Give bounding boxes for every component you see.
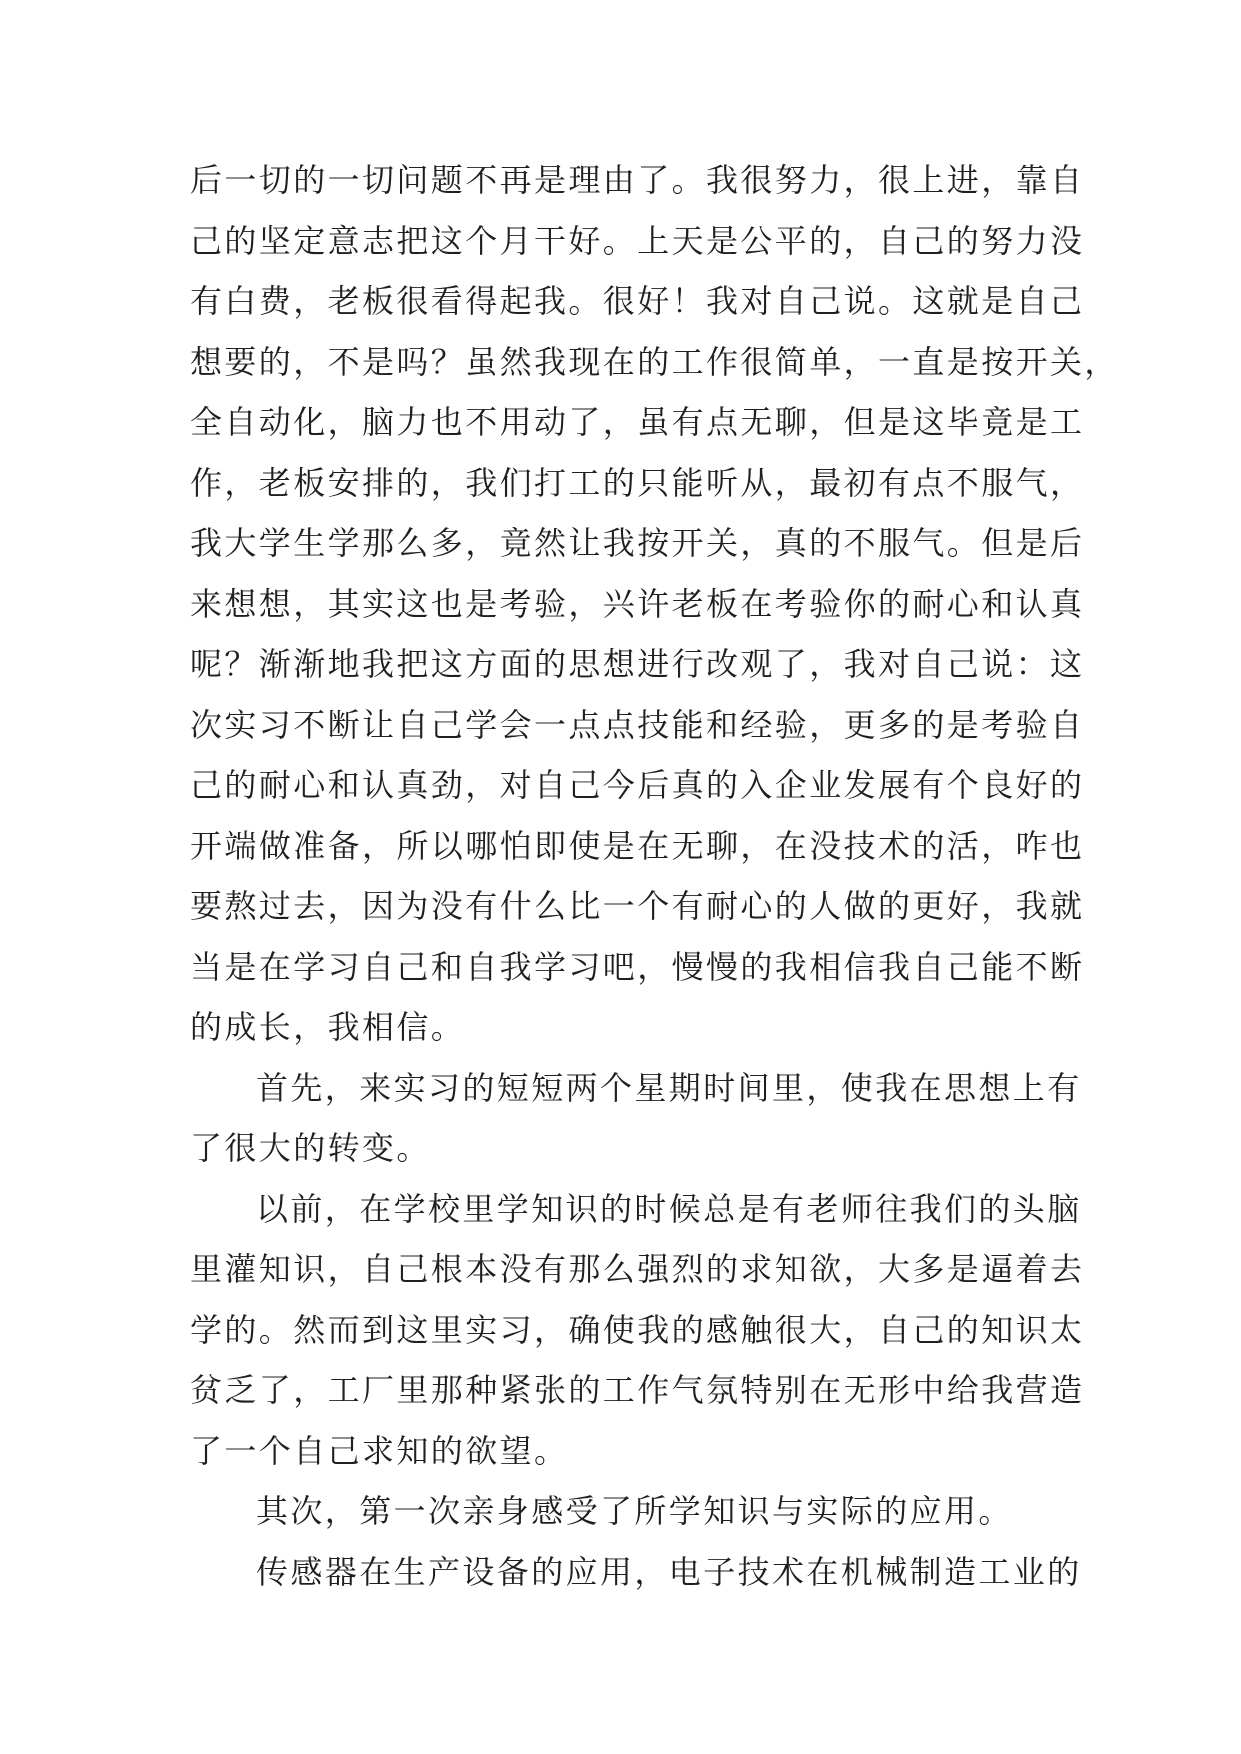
text-line: 己的耐心和认真劲，对自己今后真的入企业发展有个良好的 (190, 766, 1085, 804)
text-line: 要熬过去，因为没有什么比一个有耐心的人做的更好，我就 (190, 887, 1085, 925)
text-line: 己的坚定意志把这个月干好。上天是公平的，自己的努力没 (190, 221, 1085, 260)
text-line: 全自动化，脑力也不用动了，虽有点无聊，但是这毕竟是工 (190, 403, 1085, 441)
paragraph-start-line: 传感器在生产设备的应用，电子技术在机械制造工业的 (256, 1552, 1082, 1591)
text-line: 开端做准备，所以哪怕即使是在无聊，在没技术的活，咋也 (190, 826, 1085, 865)
paragraph-start-line: 首先，来实习的短短两个星期时间里，使我在思想上有 (256, 1068, 1082, 1107)
text-line: 当是在学习自己和自我学习吧，慢慢的我相信我自己能不断 (190, 947, 1085, 986)
text-line: 作，老板安排的，我们打工的只能听从，最初有点不服气， (190, 463, 1085, 502)
text-line: 我大学生学那么多，竟然让我按开关，真的不服气。但是后 (190, 524, 1085, 562)
text-line: 贫乏了，工厂里那种紧张的工作气氛特别在无形中给我营造 (190, 1371, 1085, 1409)
text-line: 了很大的转变。 (190, 1129, 431, 1167)
document-page (190, 150, 1119, 1602)
text-line: 了一个自己求知的欲望。 (190, 1431, 569, 1470)
paragraph-start-line: 其次，第一次亲身感受了所学知识与实际的应用。 (256, 1492, 1013, 1530)
text-line: 学的。然而到这里实习，确使我的感触很大，自己的知识太 (190, 1310, 1085, 1349)
text-line: 呢？渐渐地我把这方面的思想进行改观了，我对自己说：这 (190, 645, 1085, 683)
text-line: 想要的，不是吗？虽然我现在的工作很简单，一直是按开关， (190, 342, 1119, 381)
text-line: 的成长，我相信。 (190, 1008, 466, 1046)
text-line: 里灌知识，自己根本没有那么强烈的求知欲，大多是逼着去 (190, 1250, 1085, 1288)
paragraph-start-line: 以前，在学校里学知识的时候总是有老师往我们的头脑 (256, 1189, 1082, 1228)
text-line: 后一切的一切问题不再是理由了。我很努力，很上进，靠自 (190, 161, 1085, 199)
text-line: 次实习不断让自己学会一点点技能和经验，更多的是考验自 (190, 705, 1085, 744)
text-line: 有白费，老板很看得起我。很好！我对自己说。这就是自己 (190, 282, 1085, 320)
text-line: 来想想，其实这也是考验，兴许老板在考验你的耐心和认真 (190, 584, 1085, 623)
